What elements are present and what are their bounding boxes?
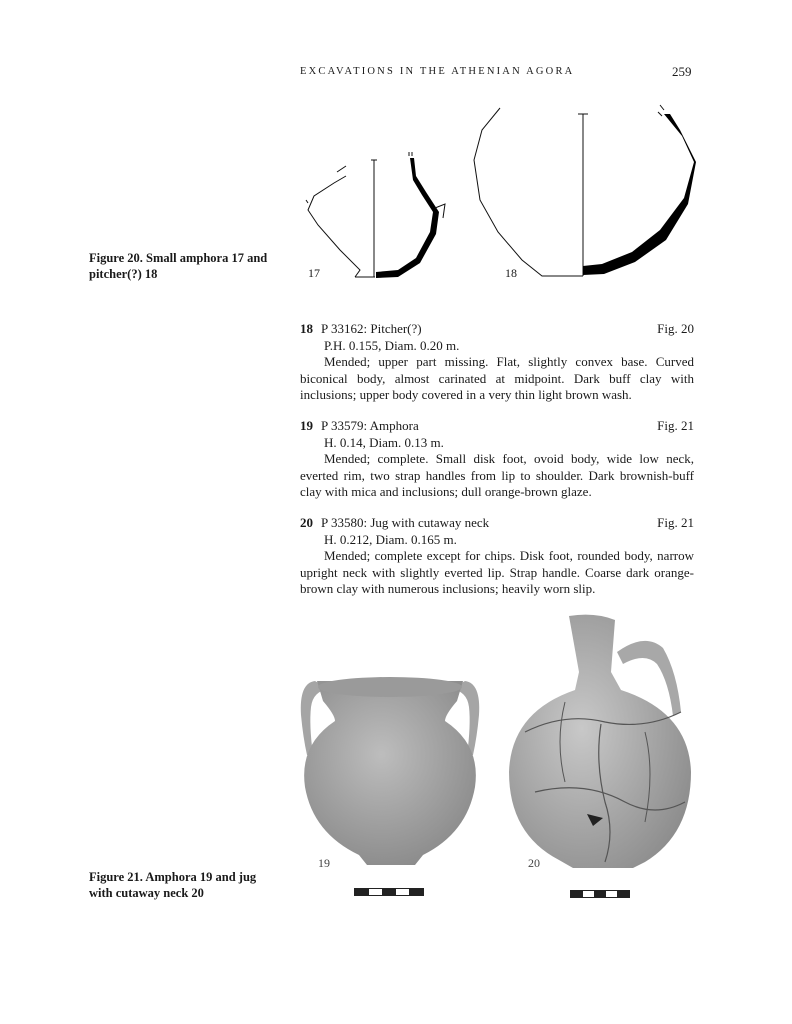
entry-title: P 33580: Jug with cutaway neck [321,515,490,530]
entry-heading [300,321,694,338]
catalogue-entry-19 [300,418,694,501]
entry-dimensions: H. 0.14, Diam. 0.13 m. [324,434,444,450]
catalogue-entry-18 [300,321,694,404]
profile-drawing-18 [470,100,700,282]
entry-dimensions: P.H. 0.155, Diam. 0.20 m. [324,337,460,353]
running-head: EXCAVATIONS IN THE ATHENIAN AGORA [300,66,575,77]
jug-20-photo [505,612,695,874]
figure-label-17: 17 [308,266,320,280]
figure-21-caption: Figure 21. Amphora 19 and jug with cutaway neck 20 [89,870,257,900]
page-number: 259 [672,64,692,79]
photo-label-20: 20 [528,856,540,870]
photo-label-19: 19 [318,856,330,870]
entry-heading [300,418,694,435]
entry-description: Mended; complete. Small disk foot, ovoid body, wide low neck, everted rim, two strap handles from lip to shoulder. Dark brownish-buff clay with mica and inclusions; dull orange-brown glaze. [300,451,694,499]
entry-dimensions: H. 0.212, Diam. 0.165 m. [324,531,457,547]
figure-label-18: 18 [505,266,517,280]
scale-bar-19 [354,888,424,896]
entry-number: 20 [300,515,313,530]
amphora-19-photo [295,675,485,870]
entry-title: P 33162: Pitcher(?) [321,321,422,336]
catalogue-entry-20 [300,515,694,598]
entry-number: 18 [300,321,313,336]
entry-heading [300,515,694,532]
entry-number: 19 [300,418,313,433]
entry-title: P 33579: Amphora [321,418,419,433]
profile-drawing-17 [300,140,460,282]
entry-description: Mended; complete except for chips. Disk foot, rounded body, narrow upright neck with slightly everted lip. Strap handle. Coarse dark orange-brown clay with numerous inclusions; heavily worn slip. [300,548,694,596]
figure-reference: Fig. 20 [657,321,694,336]
figure-20-caption: Figure 20. Small amphora 17 and pitcher(?) 18 [89,251,268,281]
figure-reference: Fig. 21 [657,418,694,433]
entry-description: Mended; upper part missing. Flat, slightly convex base. Curved biconical body, almost carinated at midpoint. Dark buff clay with inclusions; upper body covered in a very thin light brown wash. [300,354,694,402]
figure-reference: Fig. 21 [657,515,694,530]
scale-bar-20 [570,890,630,898]
